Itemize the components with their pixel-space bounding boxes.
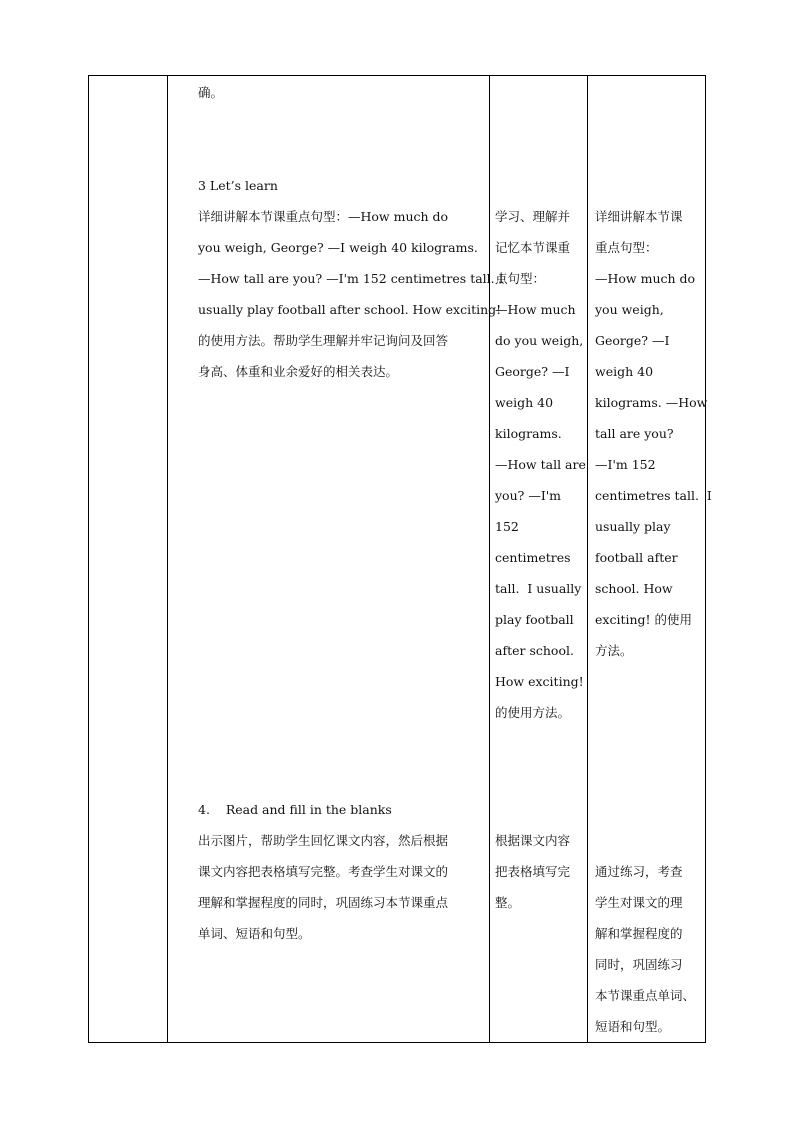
col4-line: school. How [595,581,673,596]
section4-line: 课文内容把表格填写完整。考查学生对课文的 [198,864,449,879]
col2-section3 [198,170,504,387]
col3-line: 的使用方法。 [495,705,571,720]
col3-line: How exciting! [495,674,584,689]
section3-line: 的使用方法。帮助学生理解并牢记询问及回答 [198,333,449,348]
col4-line: 重点句型： [595,240,658,255]
column-divider-3 [587,76,588,1042]
col3-line: —How much [495,302,576,317]
col4-line: centimetres tall. I [595,488,712,503]
col4-line: usually play [595,519,671,534]
col4-line: tall are you? [595,426,674,441]
col3-line: you? —I'm [495,488,562,503]
col3-section3 [495,201,586,728]
col4-line: 学生对课文的理 [595,895,683,910]
col4-line: George? —I [595,333,670,348]
col3-line: centimetres [495,550,571,565]
section4-line: 理解和掌握程度的同时，巩固练习本节课重点 [198,895,449,910]
col3-section4 [495,825,583,918]
col2-section4 [198,794,483,949]
col3-line: tall. I usually [495,581,582,596]
col4-line: —I'm 152 [595,457,656,472]
col3-line: 整。 [495,895,521,910]
section3-heading: 3 Let’s learn [198,178,278,193]
col4-line: 短语和句型。 [595,1019,671,1034]
col3-line: 根据课文内容 [495,833,571,848]
col3-line: 学习、理解并 [495,209,571,224]
section3-line: 详细讲解本节课重点句型：—How much do [198,209,449,224]
col3-line: play football [495,612,574,627]
section4-line: 出示图片，帮助学生回忆课文内容，然后根据 [198,833,449,848]
col3-line: George? —I [495,364,570,379]
section3-line: —How tall are you? —I'm 152 centimetres tall. I [198,271,504,286]
col4-line: kilograms. —How [595,395,708,410]
col4-section4 [595,856,703,1042]
col4-line: 通过练习，考查 [595,864,683,879]
col3-line: 点句型： [495,271,546,286]
col4-line: 同时，巩固练习 [595,957,683,972]
col3-line: kilograms. [495,426,562,441]
col4-line: you weigh, [595,302,664,317]
section3-line: 身高、体重和业余爱好的相关表达。 [198,364,399,379]
section4-line: 单词、短语和句型。 [198,926,311,941]
col4-section3 [595,201,712,666]
col3-line: 把表格填写完 [495,864,571,879]
col2-top-fragment: 确。 [198,85,224,100]
column-divider-1 [167,76,168,1042]
col3-line: after school. [495,643,574,658]
section3-line: usually play football after school. How exciting! [198,302,502,317]
col4-line: —How much do [595,271,696,286]
col4-line: football after [595,550,678,565]
section3-line: you weigh, George? —I weigh 40 kilograms. [198,240,478,255]
col4-line: 解和掌握程度的 [595,926,683,941]
col3-line: 记忆本节课重 [495,240,571,255]
col4-line: 本节课重点单词、 [595,988,696,1003]
section4-heading: 4. Read and fill in the blanks [198,802,392,817]
col3-line: weigh 40 [495,395,554,410]
col3-line: do you weigh, [495,333,584,348]
col4-line: weigh 40 [595,364,654,379]
col4-line: exciting! 的使用 [595,612,693,627]
col4-line: 详细讲解本节课 [595,209,683,224]
column-divider-2 [489,76,490,1042]
col3-line: —How tall are [495,457,586,472]
col3-line: 152 [495,519,519,534]
col4-line: 方法。 [595,643,633,658]
